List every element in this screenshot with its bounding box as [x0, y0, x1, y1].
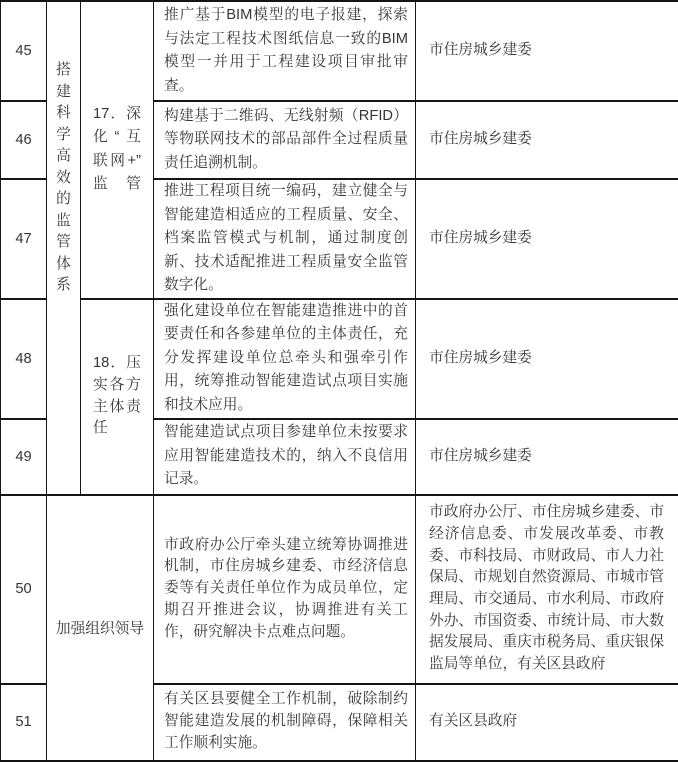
table-row: [1, 299, 678, 419]
task-18-label: 18．压实各方主体责任: [93, 353, 141, 440]
row-number-45: 45: [1, 1, 47, 101]
task-cell-17: [81, 1, 154, 299]
unit-cell: [416, 101, 678, 179]
unit-text-50: 市政府办公厅、市住房城乡建委、市经济信息委、市发展改革委、市教委、市科技局、市财政局、市人力社保局、市规划自然资源局、市城市管理局、市交通局、市水利局、市政府外办、市国资委、市统计局、市大数据发展局、重庆市税务局、重庆银保监局等单位，有关区县政府: [416, 502, 678, 676]
row-number-50: 50: [1, 495, 47, 684]
unit-cell: [416, 299, 678, 419]
measure-cell: [154, 179, 416, 299]
unit-cell: [416, 495, 678, 684]
unit-text-49: 市住房城乡建委: [416, 446, 678, 468]
measure-cell: [154, 1, 416, 101]
measure-cell: [154, 495, 416, 684]
leadership-label: 加强组织领导: [56, 621, 144, 637]
measure-text-48: 强化建设单位在智能建造推进中的首要责任和各参建单位的主体责任，充分发挥建设单位总牵头和强牵引作用，统筹推动智能建造试点项目实施和技术应用。: [154, 300, 415, 418]
unit-text-46: 市住房城乡建委: [416, 129, 678, 151]
row-number-49: 49: [1, 419, 47, 495]
measure-text-50: 市政府办公厅牵头建立统筹协调推进机制，市住房城乡建委、市经济信息委等有关责任单位作为成员单位，定期召开推进会议，协调推进有关工作，研究解决卡点难点问题。: [154, 535, 415, 644]
unit-cell: [416, 684, 678, 761]
unit-text-48: 市住房城乡建委: [416, 348, 678, 370]
measure-text-47: 推进工程项目统一编码，建立健全与智能建造相适应的工程质量、安全、档案监管模式与机制，通过制度创新、技术适配推进工程质量安全监管数字化。: [154, 180, 415, 298]
unit-cell: [416, 179, 678, 299]
leadership-cell: [47, 495, 154, 761]
unit-cell: [416, 1, 678, 101]
task-cell-18: [81, 299, 154, 495]
unit-text-47: 市住房城乡建委: [416, 228, 678, 250]
pillar-cell-supervision-system: [47, 1, 81, 495]
task-17-label: 17．深化“互联网+”监管: [93, 103, 141, 197]
table-row: [1, 1, 678, 101]
pillar-vertical-label: 搭建科学高效的监管体系: [56, 60, 72, 297]
unit-cell: [416, 419, 678, 495]
measure-cell: [154, 419, 416, 495]
measure-text-49: 智能建造试点项目参建单位未按要求应用智能建造技术的，纳入不良信用记录。: [154, 421, 415, 492]
measure-cell: [154, 684, 416, 761]
measure-text-51: 有关区县要健全工作机制，破除制约智能建造发展的机制障碍，保障相关工作顺利实施。: [154, 689, 415, 754]
measure-text-46: 构建基于二维码、无线射频（RFID）等物联网技术的部品部件全过程质量责任追溯机制。: [154, 105, 415, 176]
table-row: [1, 495, 678, 684]
unit-text-45: 市住房城乡建委: [416, 40, 678, 62]
unit-text-51: 有关区县政府: [416, 711, 678, 733]
measure-text-45: 推广基于BIM模型的电子报建，探索与法定工程技术图纸信息一致的BIM模型一并用于工程建设项目审批审查。: [154, 4, 415, 98]
measure-cell: [154, 299, 416, 419]
measure-cell: [154, 101, 416, 179]
row-number-48: 48: [1, 299, 47, 419]
row-number-51: 51: [1, 684, 47, 761]
row-number-47: 47: [1, 179, 47, 299]
row-number-46: 46: [1, 101, 47, 179]
